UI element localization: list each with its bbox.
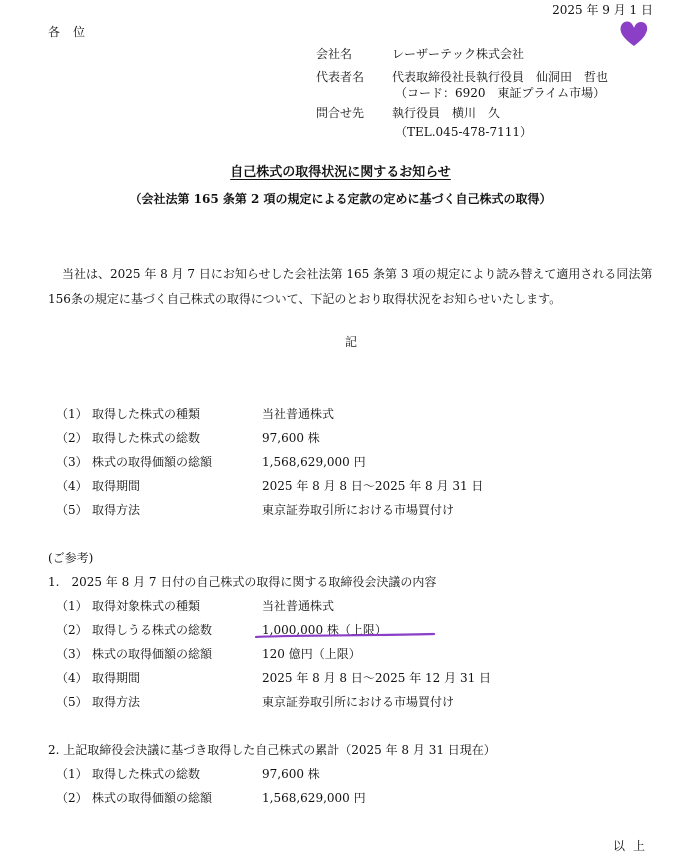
page-title-text: 自己株式の取得状況に関するお知らせ — [230, 165, 451, 180]
item-value: 1,000,000 株（上限） — [262, 623, 387, 637]
item-label: 取得した株式の総数 — [92, 431, 201, 445]
item-number: （1） — [56, 407, 88, 421]
item-number: （4） — [56, 479, 88, 493]
item-label: 取得した株式の総数 — [92, 767, 201, 781]
item-label: 株式の取得価額の総額 — [92, 647, 213, 661]
item-label: 株式の取得価額の総額 — [92, 791, 213, 805]
page-title — [0, 166, 681, 179]
item-number: （4） — [56, 671, 88, 685]
item-label: 取得対象株式の種類 — [92, 599, 201, 613]
item-label: 取得しうる株式の総数 — [92, 623, 213, 637]
representative-value: 代表取締役社長執行役員 仙洞田 哲也 — [392, 70, 609, 84]
release-date: 2025 年 9 月 1 日 — [552, 3, 653, 17]
item-number: （1） — [56, 599, 88, 613]
item-label: 取得期間 — [92, 479, 141, 493]
body-paragraph: 当社は、2025 年 8 月 7 日にお知らせした会社法第 165 条第 3 項の規定により読み替えて適用される同法第156条の規定に基づく自己株式の取得について、下記のとおり取得状況をお知らせいたします。 — [48, 267, 653, 306]
addressee: 各 位 — [48, 25, 86, 39]
stock-code: （コード：6920 東証プライム市場） — [395, 86, 606, 100]
item-number: （5） — [56, 503, 88, 517]
heart-annotation-icon — [617, 18, 651, 48]
item-label: 取得方法 — [92, 503, 141, 517]
company-name-label: 会社名 — [316, 47, 353, 61]
item-number: （2） — [56, 791, 88, 805]
page-subtitle: （会社法第 165 条第 2 項の規定による定款の定めに基づく自己株式の取得） — [129, 192, 552, 206]
item-value: 東京証券取引所における市場買付け — [262, 503, 455, 517]
representative-label: 代表者名 — [316, 70, 365, 84]
item-label: 取得した株式の種類 — [92, 407, 201, 421]
item-value: 2025 年 8 月 8 日～2025 年 8 月 31 日 — [262, 479, 484, 493]
contact-value: 執行役員 横川 久 — [392, 106, 501, 120]
contact-phone: （TEL.045-478-7111） — [395, 125, 533, 139]
item-value: 120 億円（上限） — [262, 647, 361, 661]
item-number: （1） — [56, 767, 88, 781]
item-number: （2） — [56, 431, 88, 445]
item-label: 取得期間 — [92, 671, 141, 685]
item-number: （5） — [56, 695, 88, 709]
ki-marker: 記 — [345, 335, 358, 349]
item-value: 2025 年 8 月 8 日～2025 年 12 月 31 日 — [262, 671, 492, 685]
item-value: 1,568,629,000 円 — [262, 791, 366, 805]
item-value: 1,568,629,000 円 — [262, 455, 366, 469]
reference-heading: (ご参考) — [48, 551, 94, 565]
section2-heading: 2. 上記取締役会決議に基づき取得した自己株式の累計（2025 年 8 月 31 日現在） — [48, 743, 496, 757]
contact-label: 問合せ先 — [316, 106, 365, 120]
section1-heading: 1. 2025 年 8 月 7 日付の自己株式の取得に関する取締役会決議の内容 — [48, 575, 437, 589]
underline-annotation — [254, 632, 436, 640]
item-label: 取得方法 — [92, 695, 141, 709]
item-label: 株式の取得価額の総額 — [92, 455, 213, 469]
item-value: 97,600 株 — [262, 767, 320, 781]
item-number: （3） — [56, 455, 88, 469]
item-number: （3） — [56, 647, 88, 661]
item-value: 97,600 株 — [262, 431, 320, 445]
item-value: 当社普通株式 — [262, 407, 335, 421]
item-value: 当社普通株式 — [262, 599, 335, 613]
item-number: （2） — [56, 623, 88, 637]
closing-mark: 以上 — [612, 839, 653, 853]
company-name-value: レーザーテック株式会社 — [392, 47, 525, 61]
item-value: 東京証券取引所における市場買付け — [262, 695, 455, 709]
